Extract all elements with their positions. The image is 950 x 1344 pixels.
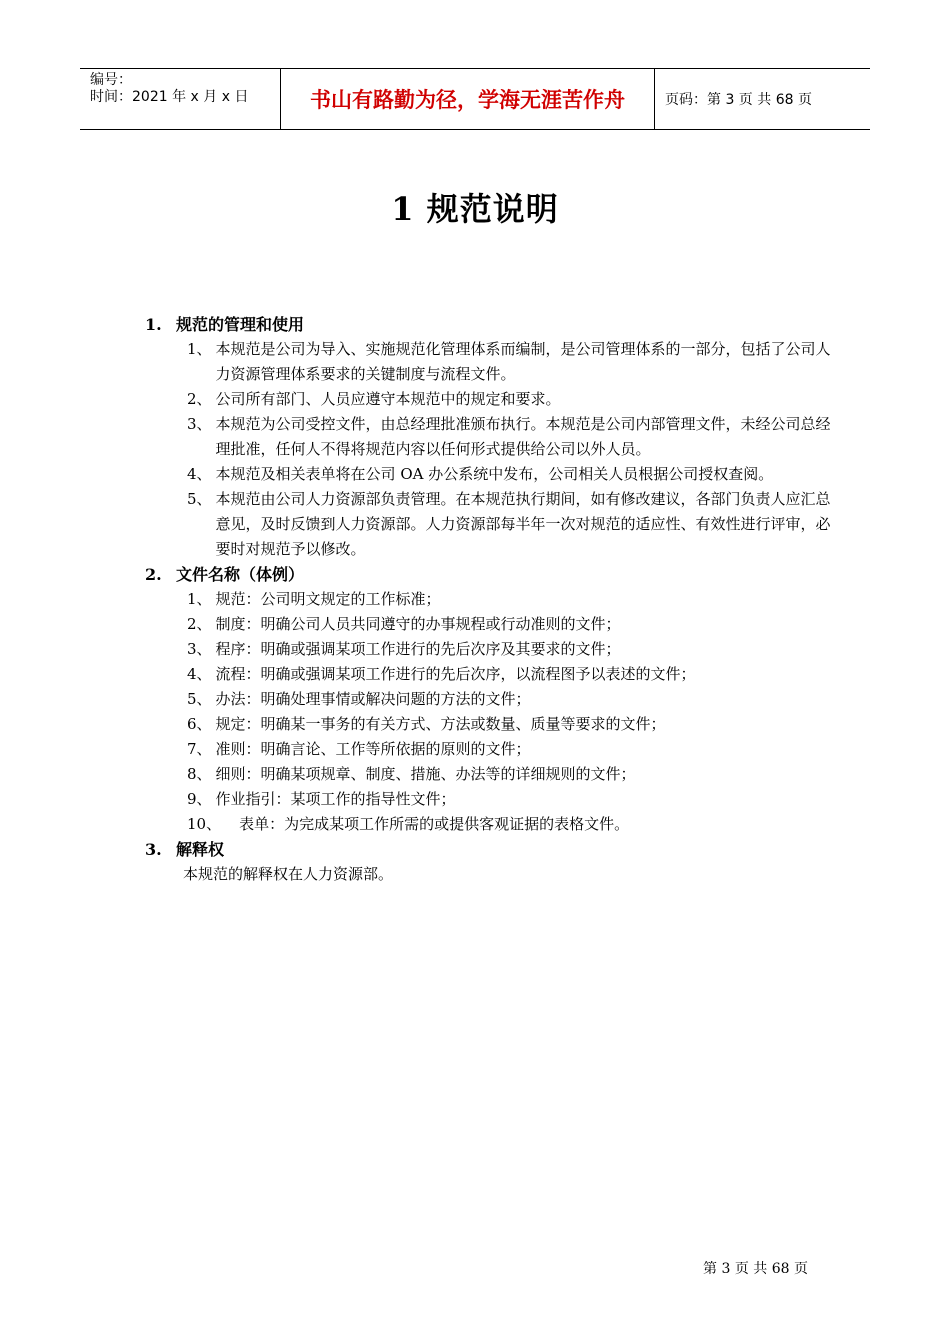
section-title: 规范的管理和使用 bbox=[176, 315, 305, 334]
item-text: 制度：明确公司人员共同遵守的办事规程或行动准则的文件； bbox=[215, 615, 621, 633]
list-item bbox=[187, 612, 835, 637]
item-number: 7、 bbox=[187, 740, 212, 758]
item-number: 1、 bbox=[187, 340, 212, 358]
item-number: 4、 bbox=[187, 665, 212, 683]
item-number: 3、 bbox=[187, 640, 212, 658]
list-item bbox=[187, 637, 835, 662]
item-number: 10、 bbox=[187, 815, 222, 833]
section-heading bbox=[145, 837, 835, 862]
item-number: 5、 bbox=[187, 690, 212, 708]
header-meta bbox=[80, 69, 281, 129]
header-page-label: 页码：第 3 页 共 68 页 bbox=[665, 92, 812, 108]
list-item bbox=[187, 662, 835, 687]
section-number: 1. bbox=[145, 315, 162, 334]
item-number: 1、 bbox=[187, 590, 212, 608]
section-title: 解释权 bbox=[176, 840, 225, 859]
list-item bbox=[187, 712, 835, 737]
section-number: 3. bbox=[145, 840, 162, 859]
item-number: 9、 bbox=[187, 790, 212, 808]
list-item bbox=[187, 387, 835, 412]
section-heading bbox=[145, 312, 835, 337]
item-number: 2、 bbox=[187, 390, 212, 408]
section-title: 文件名称（体例） bbox=[176, 565, 305, 584]
item-text: 本规范由公司人力资源部负责管理。在本规范执行期间，如有修改建议，各部门负责人应汇总意见，及时反馈到人力资源部。人力资源部每半年一次对规范的适应性、有效性进行评审，必要时对规范予以修改。 bbox=[215, 490, 831, 558]
document-body bbox=[145, 312, 835, 887]
list-item bbox=[187, 787, 835, 812]
item-number: 5、 bbox=[187, 490, 212, 508]
item-text: 公司所有部门、人员应遵守本规范中的规定和要求。 bbox=[215, 390, 561, 408]
list-item bbox=[187, 487, 835, 562]
item-number: 6、 bbox=[187, 715, 212, 733]
item-number: 8、 bbox=[187, 765, 212, 783]
list-item bbox=[187, 412, 835, 462]
section-number: 2. bbox=[145, 565, 162, 584]
item-text: 办法：明确处理事情或解决问题的方法的文件； bbox=[215, 690, 531, 708]
item-number: 3、 bbox=[187, 415, 212, 433]
item-number: 2、 bbox=[187, 615, 212, 633]
item-text: 本规范及相关表单将在公司 OA 办公系统中发布，公司相关人员根据公司授权查阅。 bbox=[215, 465, 774, 483]
doc-time-label: 时间：2021 年 x 月 x 日 bbox=[90, 89, 249, 105]
item-number: 4、 bbox=[187, 465, 212, 483]
item-text: 作业指引：某项工作的指导性文件； bbox=[215, 790, 456, 808]
section-heading bbox=[145, 562, 835, 587]
item-text: 本规范为公司受控文件，由总经理批准颁布执行。本规范是公司内部管理文件，未经公司总经理批准，任何人不得将规范内容以任何形式提供给公司以外人员。 bbox=[215, 415, 831, 458]
item-text: 流程：明确或强调某项工作进行的先后次序，以流程图予以表述的文件； bbox=[215, 665, 696, 683]
item-text: 准则：明确言论、工作等所依据的原则的文件； bbox=[215, 740, 531, 758]
page-header bbox=[80, 68, 870, 130]
item-text: 表单：为完成某项工作所需的或提供客观证据的表格文件。 bbox=[239, 815, 630, 833]
list-item bbox=[187, 762, 835, 787]
item-text: 本规范是公司为导入、实施规范化管理体系而编制，是公司管理体系的一部分，包括了公司人力资源管理体系要求的关键制度与流程文件。 bbox=[215, 340, 831, 383]
doc-code-label: 编号： bbox=[90, 72, 132, 88]
list-item bbox=[187, 812, 835, 837]
item-text: 程序：明确或强调某项工作进行的先后次序及其要求的文件； bbox=[215, 640, 621, 658]
list-item bbox=[187, 687, 835, 712]
page-footer: 第 3 页 共 68 页 bbox=[703, 1261, 808, 1277]
section-paragraph: 本规范的解释权在人力资源部。 bbox=[183, 865, 394, 883]
page-title: 1 规范说明 bbox=[391, 190, 559, 228]
list-item bbox=[187, 737, 835, 762]
list-item bbox=[187, 337, 835, 387]
header-motto: 书山有路勤为径，学海无涯苦作舟 bbox=[281, 69, 655, 129]
item-text: 规定：明确某一事务的有关方式、方法或数量、质量等要求的文件； bbox=[215, 715, 666, 733]
item-text: 细则：明确某项规章、制度、措施、办法等的详细规则的文件； bbox=[215, 765, 636, 783]
list-item bbox=[187, 462, 835, 487]
list-item bbox=[187, 587, 835, 612]
item-text: 规范：公司明文规定的工作标准； bbox=[215, 590, 441, 608]
